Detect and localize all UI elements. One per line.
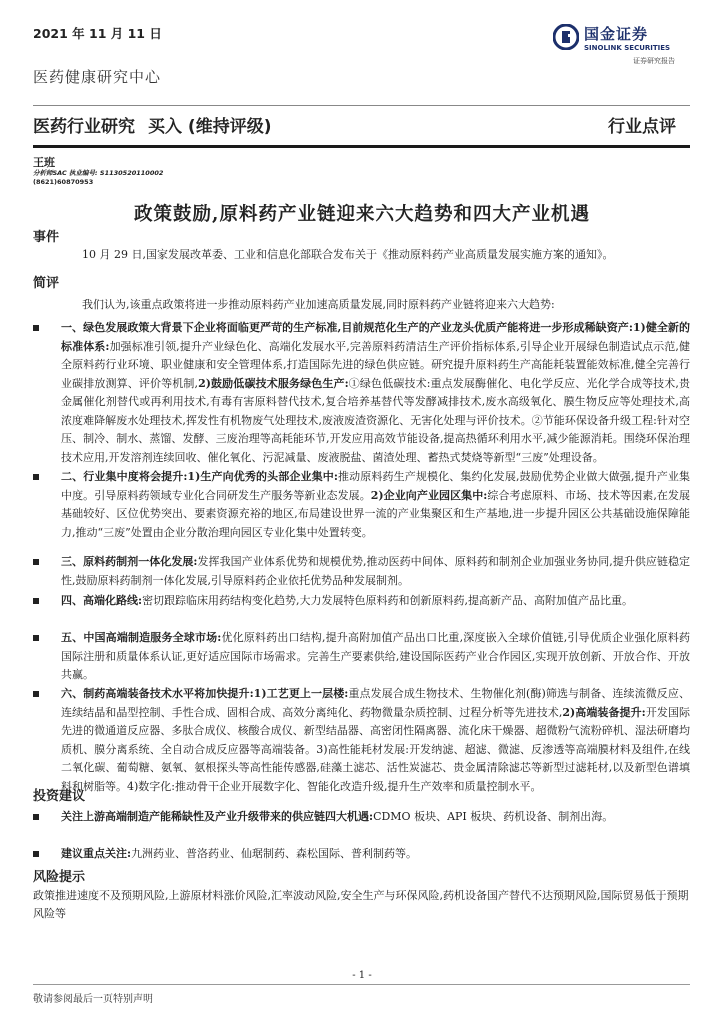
trend-bold: 三、原料药制剂一体化发展: xyxy=(61,555,198,568)
invest-bold: 关注上游高端制造产能稀缺性及产业升级带来的供应链四大机遇: xyxy=(61,810,374,823)
bullet-square-icon xyxy=(33,325,39,331)
trend-text-2: 开发国际先进的微通道反应器、多肽合成仪、核酸合成仪、新型结晶器、高密闭性隔离器、流化床干燥器、超微粉气流粉碎机、湿法研磨均质机、膜分离系统、全自动合成反应器等高端装备。3)高性能耗材发展:开发纳滤、超滤、微滤、反渗透等高端膜材料及组件,在线二氧化碳、葡萄糖、氨氧、氨根探头等高性能传感器,硅藻土滤芯、活性炭滤芯、贵金属清除滤芯等新型过滤耗材,以及新型色谱填料和树脂等。4)数字化:推动骨干企业开展数字化、智能化改造升级,提升生产效率和质量控制水平。 xyxy=(61,705,691,793)
invest-text: 九洲药业、普洛药业、仙琚制药、森松国际、普利制药等。 xyxy=(131,847,418,860)
disclaimer: 敬请参阅最后一页特别声明 xyxy=(33,994,153,1005)
trend-bold: 一、绿色发展政策大背景下企业将面临更严苛的生产标准,目前规范化生产的产业龙头优质产能将进一步形成稀缺资产:1)健全新的标准体系: xyxy=(61,321,690,353)
header-thick-divider xyxy=(33,145,690,148)
sinolink-logo-icon xyxy=(553,24,579,50)
trend-bold: 六、制药高端装备技术水平将加快提升:1)工艺更上一层楼: xyxy=(61,687,349,700)
comment-intro: 我们认为,该重点政策将进一步推动原料药产业加速高质量发展,同时原料药产业链将迎来六大趋势: xyxy=(82,298,555,311)
trend-text: 加强标准引领,提升产业绿色化、高端化发展水平,完善原料药清洁生产评价指标体系,引导企业开展绿色制造试点示范,健全原料药行业环境、职业健康和安全管理体系,打造国际先进的绿色供应链。研究提升原料药生产高能耗装置能效标准,健全完善行业碳排放测算、评价等机制, xyxy=(61,339,691,390)
trend-text: 推动原料药生产规模化、集约化发展,鼓励优势企业做大做强,提升产业集中度。引导原料药领域专业化合同研发生产服务等新业态发展。 xyxy=(61,470,690,502)
invest-bold: 建议重点关注: xyxy=(61,847,132,860)
report-date: 2021 年 11 月 11 日 xyxy=(33,26,162,41)
logo-subtitle: 证券研究报告 xyxy=(633,57,675,65)
invest-text: CDMO 板块、API 板块、药机设备、制剂出海。 xyxy=(373,810,614,823)
trend-text-2: 综合考虑原料、市场、技术等因素,在发展基础较好、区位优势突出、要素资源充裕的地区,布局建设世界一流的产业集聚区和生产基地,进一步提升园区公共基础设施保障能力,推动“三废”处置由企业分散治理向园区专业化集中处置转变。 xyxy=(61,488,691,539)
trend-bold: 四、高端化路线: xyxy=(61,594,143,607)
trend-item xyxy=(33,685,690,796)
report-type: 医药行业研究 xyxy=(33,117,135,137)
trend-item xyxy=(33,319,690,467)
event-heading: 事件 xyxy=(33,230,60,245)
event-text: 10 月 29 日,国家发展改革委、工业和信息化部联合发布关于《推动原料药产业高质量发展实施方案的通知》。 xyxy=(82,248,614,261)
bullet-square-icon xyxy=(33,691,39,697)
trend-bold-2: 2)企业向产业园区集中: xyxy=(370,488,488,502)
trend-text: 发挥我国产业体系优势和规模优势,推动医药中间体、原料药和制剂企业加强业务协同,提升供应链稳定性,鼓励原料药制剂一体化发展,引导原料药企业依托优势品种发展制剂。 xyxy=(61,555,690,587)
bullet-square-icon xyxy=(33,598,39,604)
trend-item xyxy=(33,553,690,590)
research-center: 医药健康研究中心 xyxy=(33,68,162,86)
report-category: 行业点评 xyxy=(608,117,676,137)
comment-heading: 简评 xyxy=(33,276,60,291)
header-divider xyxy=(33,105,690,106)
logo-chinese-name: 国金证券 xyxy=(584,25,649,43)
trend-item xyxy=(33,592,690,611)
company-logo xyxy=(553,24,693,66)
bullet-square-icon xyxy=(33,635,39,641)
trend-bold: 二、行业集中度将会提升:1)生产向优秀的头部企业集中: xyxy=(61,470,338,483)
footer-divider xyxy=(33,984,690,985)
report-title: 政策鼓励,原料药产业链迎来六大趋势和四大产业机遇 xyxy=(134,204,590,225)
analyst-name: 王班 xyxy=(33,156,55,169)
bullet-square-icon xyxy=(33,474,39,480)
trend-text: 密切跟踪临床用药结构变化趋势,大力发展特色原料药和创新原料药,提高新产品、高附加值产品比重。 xyxy=(142,594,634,607)
page-number: - 1 - xyxy=(352,970,372,981)
trend-text: 重点发展合成生物技术、生物催化剂(酶)筛选与制备、连续流微反应、连续结晶和晶型控制、手性合成、固相合成、高效分离纯化、药物微量杂质控制、过程分析等先进技术, xyxy=(61,687,690,719)
rating: 买入 (维持评级) xyxy=(148,117,272,137)
trend-bold-2: 2)鼓励低碳技术服务绿色生产: xyxy=(198,376,349,390)
invest-item xyxy=(33,808,690,827)
analyst-certification: 分析师SAC 执业编号: S1130520110002 xyxy=(33,169,164,177)
trend-text-2: ①绿色低碳技术:重点发展酶催化、电化学反应、光化学合成等技术,贵金属催化剂替代或再利用技术,有毒有害原料替代技术,复合培养基替代等发酵减排技术,废水高级氧化、膜生物反应等处理技术,高浓度难降解废水处理技术,挥发性有机物废气处理技术,废液废渣资源化、无害化处理与评价技术。②节能环保设备升级工程:针对空压、制冷、制水、蒸馏、发酵、三废治理等高耗能环节,开发应用高效节能设备,提高热循环利用水平,减少能源消耗。围绕环保治理技术应用,开发溶剂连续回收、催化氧化、污泥减量、废液脱盐、菌渣处理、蓄热式焚烧等新型“三废”处理设备。 xyxy=(61,376,691,464)
trend-item xyxy=(33,468,690,542)
trend-text: 优化原料药出口结构,提升高附加值产品出口比重,深度嵌入全球价值链,引导优质企业强化原料药国际注册和质量体系认证,更好适应国际市场需求。完善生产要素供给,建设国际医药产业合作园区,实现开放创新、开放合作、开放共赢。 xyxy=(61,631,690,681)
invest-item xyxy=(33,845,690,864)
trend-bold: 五、中国高端制造服务全球市场: xyxy=(61,631,222,644)
bullet-square-icon xyxy=(33,814,39,820)
invest-heading: 投资建议 xyxy=(33,789,86,804)
risk-text: 政策推进速度不及预期风险,上游原材料涨价风险,汇率波动风险,安全生产与环保风险,药机设备国产替代不达预期风险,国际贸易低于预期风险等 xyxy=(33,889,689,920)
bullet-square-icon xyxy=(33,851,39,857)
trend-item xyxy=(33,629,690,685)
risk-heading: 风险提示 xyxy=(33,870,86,885)
logo-english-name: SINOLINK SECURITIES xyxy=(584,44,671,52)
analyst-phone: (8621)60870953 xyxy=(33,178,94,186)
trend-bold-2: 2)高端装备提升: xyxy=(562,705,646,719)
bullet-square-icon xyxy=(33,559,39,565)
